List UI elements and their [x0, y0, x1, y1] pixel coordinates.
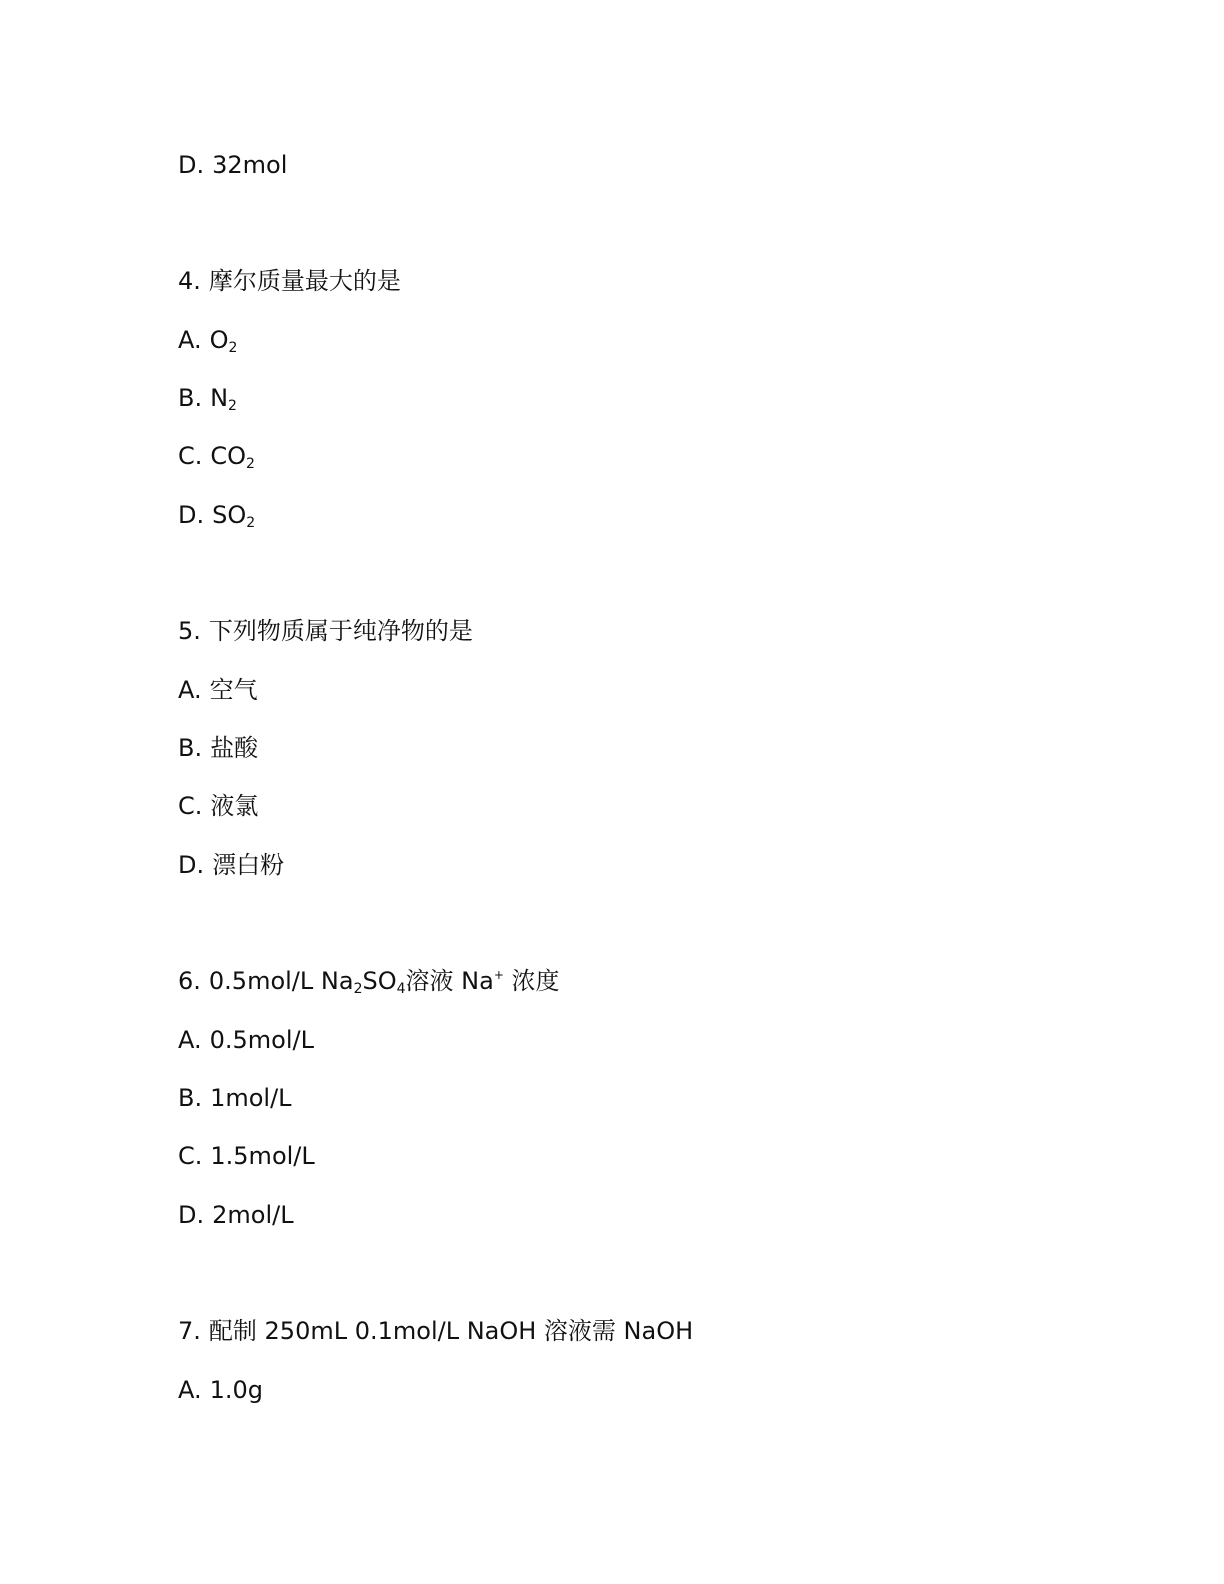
- option-label: A.: [178, 326, 202, 354]
- question-5: [178, 616, 473, 646]
- option-text: 0.5mol/L: [209, 1026, 314, 1054]
- option-text: 液氯: [210, 792, 259, 820]
- option-text: 32mol: [212, 151, 288, 179]
- option-text: $CO_2$: [210, 442, 255, 472]
- option-b-q6: [178, 1083, 292, 1113]
- superscript: +: [493, 968, 504, 982]
- question-text: 下列物质属于纯净物的是: [208, 617, 473, 645]
- option-c-q5: [178, 791, 258, 821]
- option-label: C.: [178, 1142, 203, 1170]
- option-c-q4: [178, 441, 255, 471]
- option-text: $O_2$: [209, 326, 238, 356]
- option-text: 1.5mol/L: [210, 1142, 315, 1170]
- option-label: C.: [178, 792, 203, 820]
- question-6: [178, 966, 560, 996]
- subscript: 2: [353, 981, 363, 997]
- option-text: $SO_2$: [212, 501, 256, 531]
- subscript: 2: [228, 340, 238, 356]
- option-d-q4: [178, 500, 255, 530]
- option-label: A.: [178, 676, 202, 704]
- option-text: 漂白粉: [212, 851, 285, 879]
- option-label: A.: [178, 1376, 202, 1404]
- option-a-q4: [178, 325, 237, 355]
- option-text: $N_2$: [210, 384, 237, 414]
- option-text: 1.0g: [209, 1376, 264, 1404]
- option-b-q5: [178, 733, 258, 763]
- question-number: 4.: [178, 267, 201, 295]
- question-number: 7.: [178, 1317, 201, 1345]
- option-b-q4: [178, 383, 237, 413]
- option-text: 空气: [209, 676, 258, 704]
- option-label: D.: [178, 501, 205, 529]
- option-d-q3: [178, 150, 287, 180]
- question-text: 配制 250mL 0.1mol/L NaOH 溶液需 NaOH: [208, 1317, 694, 1345]
- option-text: 1mol/L: [210, 1084, 292, 1112]
- question-7: [178, 1316, 693, 1346]
- option-label: B.: [178, 384, 203, 412]
- option-a-q5: [178, 675, 258, 705]
- subscript: 2: [246, 515, 256, 531]
- question-text: 摩尔质量最大的是: [208, 267, 401, 295]
- option-label: A.: [178, 1026, 202, 1054]
- option-label: C.: [178, 442, 203, 470]
- option-d-q5: [178, 850, 284, 880]
- option-c-q6: [178, 1141, 315, 1171]
- question-number: 6.: [178, 967, 201, 995]
- option-label: D.: [178, 151, 205, 179]
- option-label: D.: [178, 1201, 205, 1229]
- option-text: 盐酸: [210, 734, 259, 762]
- subscript: 2: [246, 456, 255, 472]
- option-text: 2mol/L: [212, 1201, 294, 1229]
- option-a-q6: [178, 1025, 314, 1055]
- option-d-q6: [178, 1200, 294, 1230]
- question-4: [178, 266, 401, 296]
- option-a-q7: [178, 1375, 263, 1405]
- question-number: 5.: [178, 617, 201, 645]
- subscript: 2: [228, 398, 237, 414]
- question-text: 0.5mol/L $Na_2SO_4$溶液 Na+ 浓度: [208, 967, 560, 997]
- subscript: 4: [396, 981, 406, 997]
- option-label: B.: [178, 1084, 203, 1112]
- option-label: D.: [178, 851, 205, 879]
- option-label: B.: [178, 734, 203, 762]
